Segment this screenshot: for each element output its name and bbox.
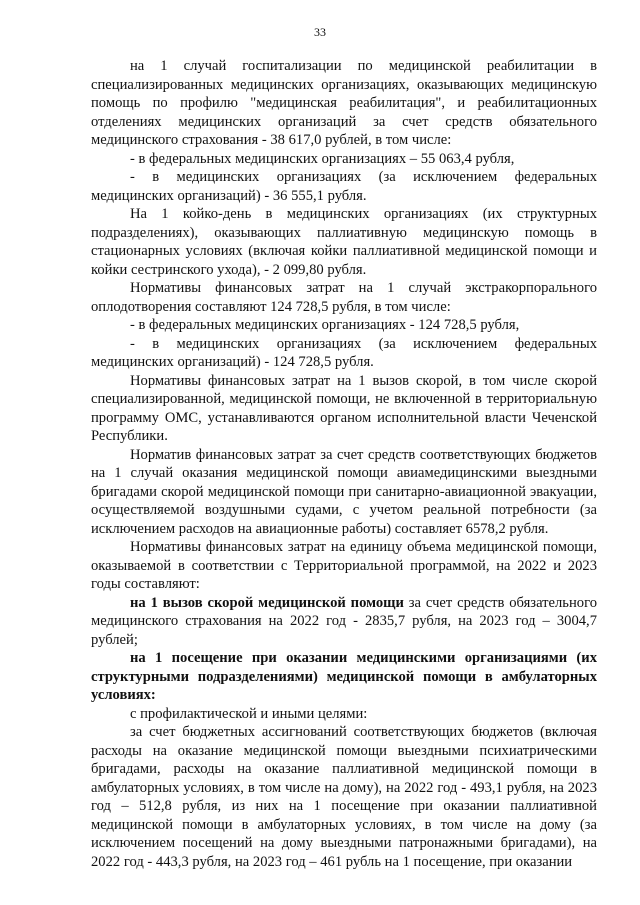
paragraph-2022-2023-norms: Нормативы финансовых затрат на единицу объема медицинской помощи, оказываемой в соответствии с Территориальной программой, на 2022 и 2023 годы составляют: — [91, 539, 597, 592]
paragraph-palliative-bed-day: На 1 койко-день в медицинских организациях (их структурных подразделениях), оказывающих паллиативную медицинскую помощь в стационарных условиях (включая койки паллиативной медицинской помощи и койки сестринского ухода), - 2 099,80 рубля. — [91, 206, 597, 278]
paragraph-preventive-purposes: с профилактической и иными целями: — [130, 705, 368, 722]
list-item-nonfederal-ivf: - в медицинских организациях (за исключением федеральных медицинских организаций) - 124 728,5 рубля. — [91, 335, 597, 370]
list-item-nonfederal-rehab: - в медицинских организациях (за исключением федеральных медицинских организаций) - 36 555,1 рубля. — [91, 169, 597, 204]
list-item-federal-ivf: - в федеральных медицинских организациях - 124 728,5 рубля, — [130, 317, 520, 333]
bold-lead-ambulance: на 1 вызов скорой медицинской помощи — [130, 594, 404, 611]
document-body — [91, 57, 597, 871]
paragraph-air-ambulance: Норматив финансовых затрат за счет средств соответствующих бюджетов на 1 случай оказания медицинской помощи авиамедицинскими выездными бригадами скорой медицинской помощи при санитарно-авиационной эвакуации, осуществляемой воздушными судами, с учетом реальной потребности (за исключением расходов на авиационные работы) составляет 6578,2 рубля. — [91, 446, 597, 537]
paragraph-rehab-hospitalization: на 1 случай госпитализации по медицинской реабилитации в специализированных медицинских организациях, оказывающих медицинскую помощь по профилю "медицинская реабилитация", и реабилитационных отделениях медицинских организаций за счет средств обязательного медицинского страхования - 38 617,0 рублей, в том числе: — [91, 58, 597, 148]
ambulance-cost-text: за счет средств обязательного медицинского страхования на 2022 год - 2835,7 рубля, на 2023 год – 3004,7 рублей; — [91, 594, 597, 648]
paragraph-ambulance-call: Нормативы финансовых затрат на 1 вызов скорой, в том числе скорой специализированной, медицинской помощи, не включенной в территориальную программу ОМС, устанавливаются органом исполнительной власти Чеченской Республики. — [91, 372, 597, 444]
heading-outpatient-visit: на 1 посещение при оказании медицинскими организациями (их структурными подразделениями) медицинской помощи в амбулаторных условиях: — [91, 650, 597, 703]
list-item-federal-rehab: - в федеральных медицинских организациях – 55 063,4 рубля, — [130, 150, 515, 167]
page-number: 33 — [314, 25, 326, 39]
paragraph-ambulance-2022-2023 — [91, 594, 597, 650]
paragraph-ivf-norms: Нормативы финансовых затрат на 1 случай экстракорпорального оплодотворения составляют 124 728,5 рубля, в том числе: — [91, 280, 597, 315]
paragraph-budget-allocations: за счет бюджетных ассигнований соответствующих бюджетов (включая расходы на оказание медицинской помощи выездными психиатрическими бригадами, расходы на оказание паллиативной медицинской помощи в амбулаторных условиях, в том числе на дому), на 2022 год - 493,1 рубля, на 2023 год – 512,8 рубля, из них на 1 посещение при оказании паллиативной медицинской помощи в амбулаторных условиях, в том числе на дому (за исключением посещений на дому выездными патронажными бригадами), на 2022 год - 443,3 рубля, на 2023 год – 461 рубль на 1 посещение, при оказании — [91, 724, 597, 870]
